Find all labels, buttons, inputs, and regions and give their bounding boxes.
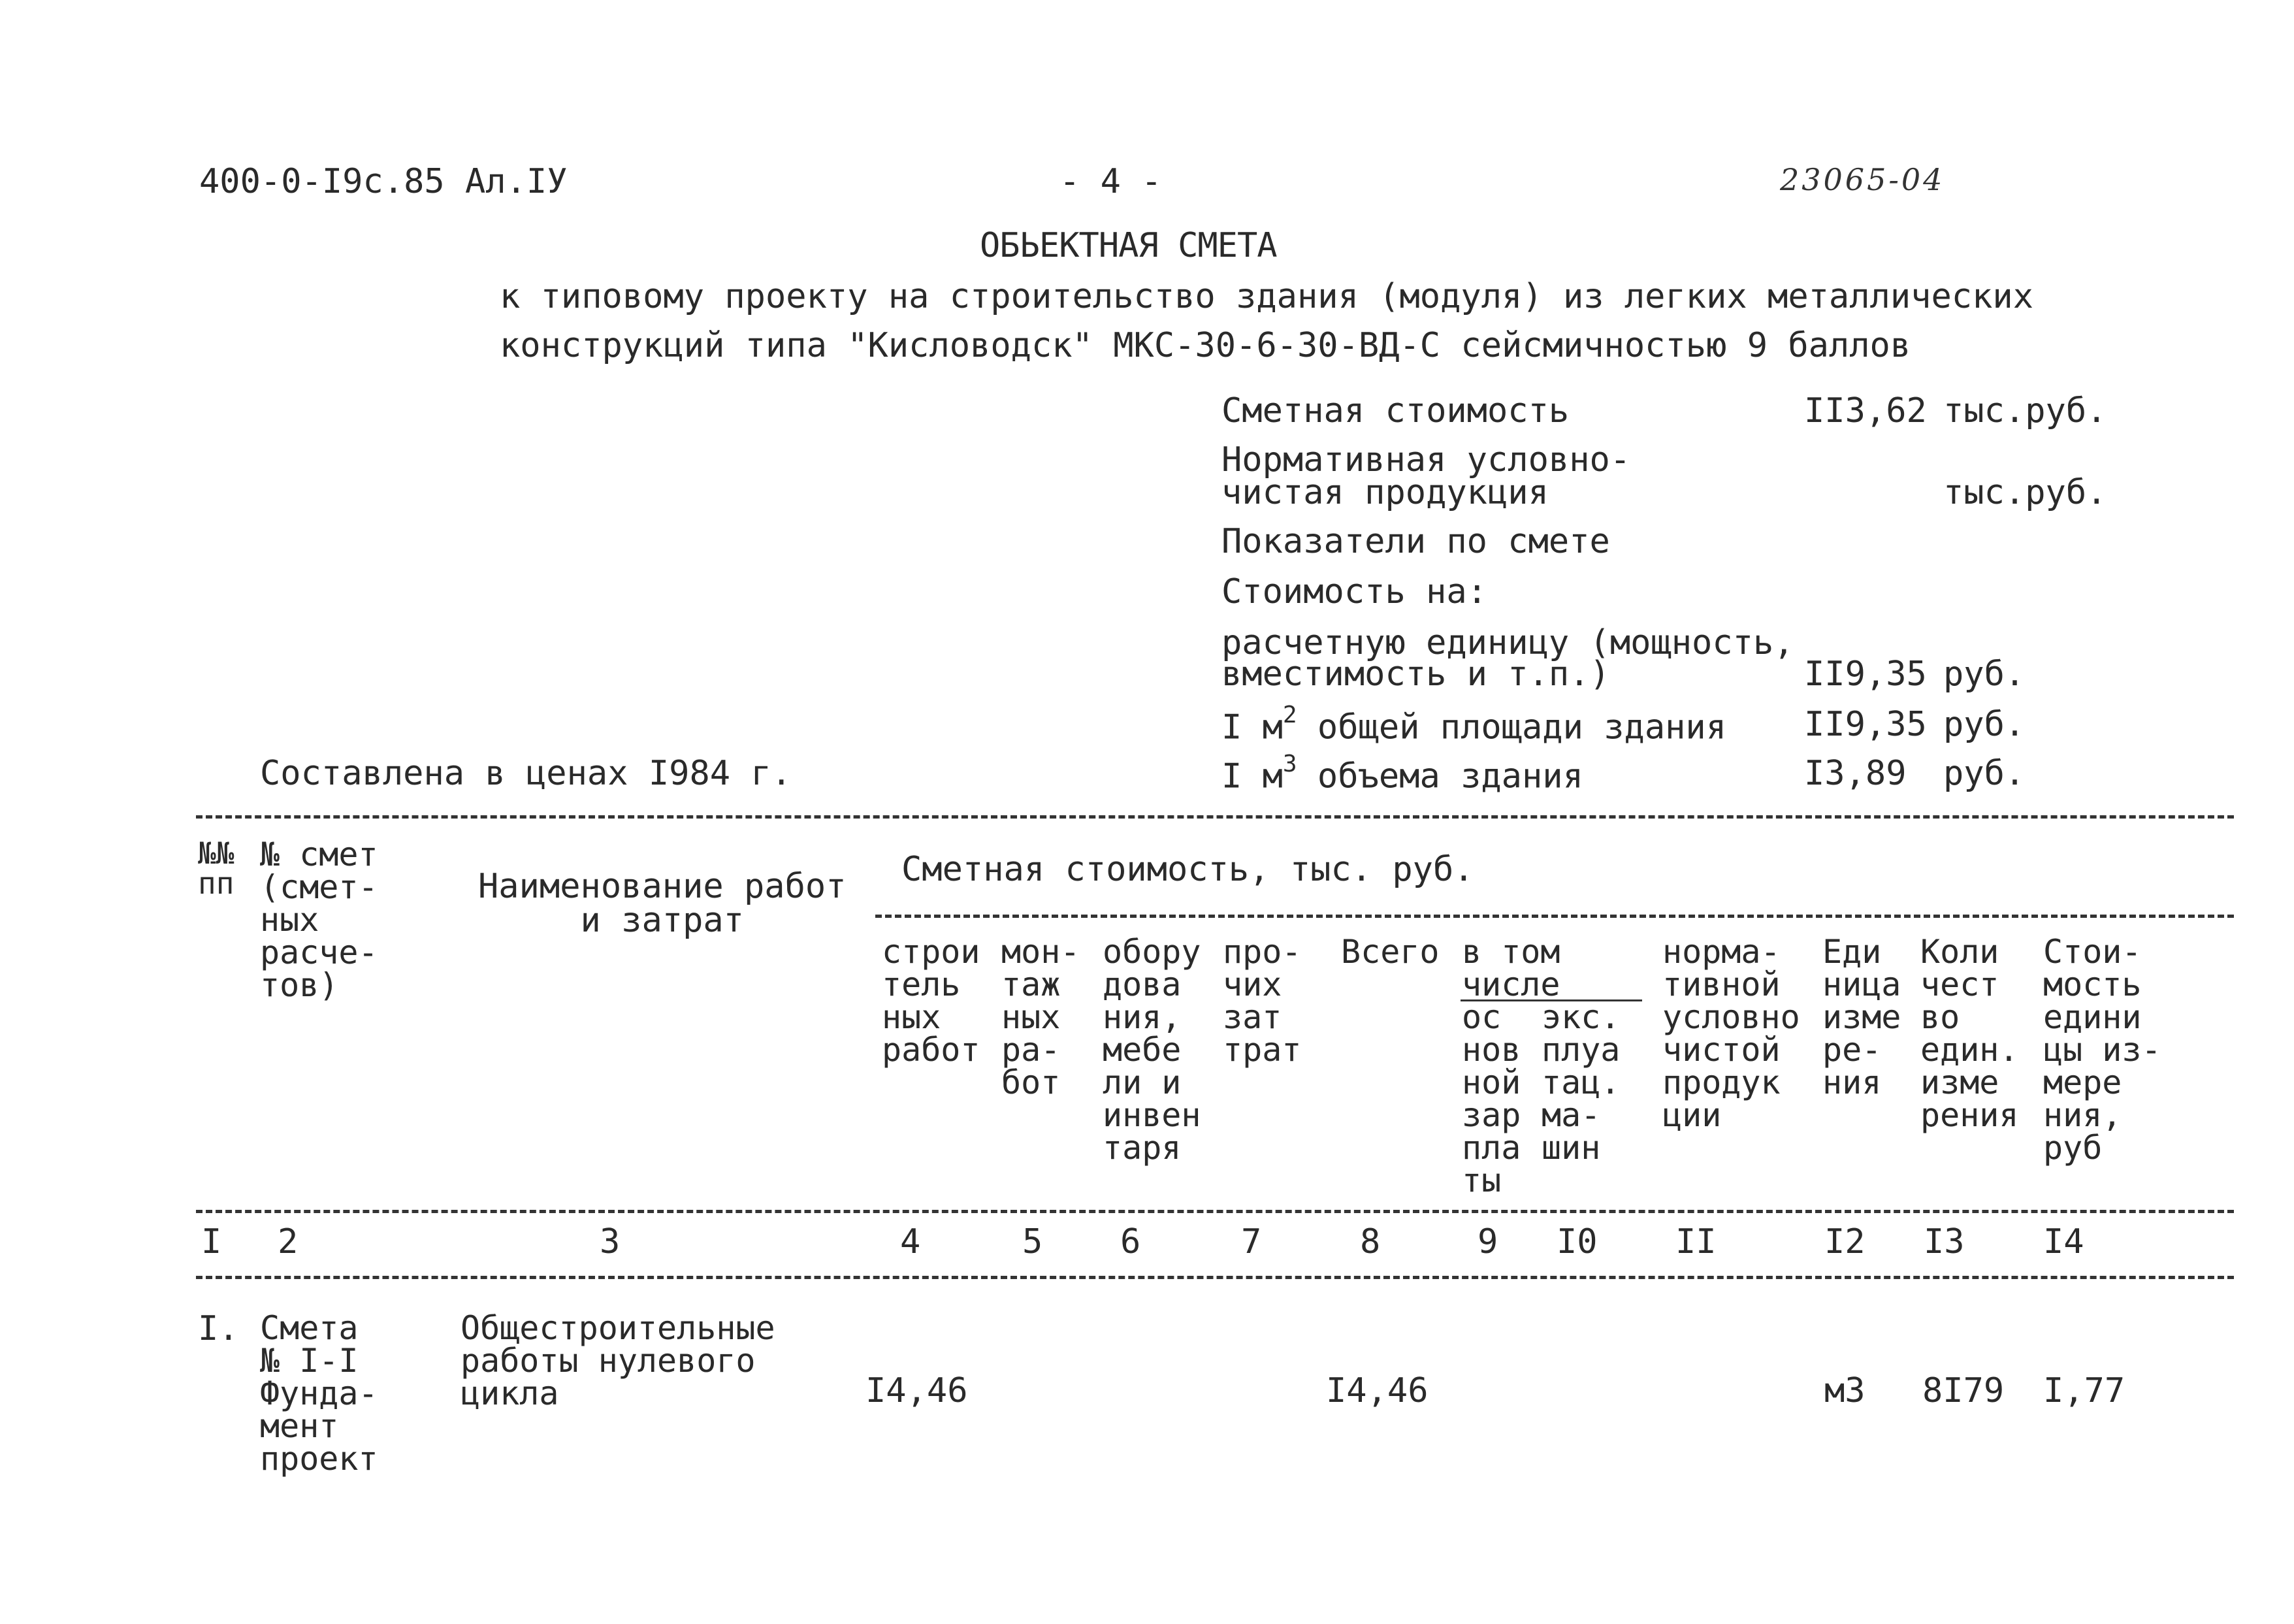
- per-m2-value: II9,35: [1804, 705, 1927, 744]
- normative-label-2: чистая продукция: [1221, 473, 1549, 512]
- column-number-8: 8: [1360, 1222, 1381, 1261]
- column-number-3: 3: [600, 1222, 621, 1261]
- column-number-5: 5: [1022, 1222, 1043, 1261]
- table-top-rule: [196, 815, 2234, 819]
- column-number-12: I2: [1824, 1222, 1866, 1261]
- per-m3-unit: руб.: [1943, 754, 2026, 793]
- prices-note: Составлена в ценах I984 г.: [260, 754, 792, 793]
- header-installation: мон- таж ных ра- бот: [1001, 933, 1080, 1101]
- superscript-2: 2: [1282, 702, 1297, 728]
- per-m3-label: I $м^3$ объема здания: [1221, 751, 1583, 796]
- document-title: ОБЬЕКТНАЯ СМЕТА: [980, 226, 1277, 265]
- header-other: про- чих зат трат: [1223, 933, 1302, 1069]
- header-construction: строи тель ных работ: [882, 933, 980, 1069]
- header-unit-cost: Стои- мость едини цы из- мере ния, руб: [2043, 933, 2161, 1167]
- normative-unit: тыс.руб.: [1943, 473, 2107, 512]
- document-code: 400-0-I9с.85 Ал.IУ: [199, 162, 568, 201]
- header-cost-group: Сметная стоимость, тыс. руб.: [901, 850, 1474, 889]
- header-work-name: Наименование работ и затрат: [478, 867, 847, 940]
- header-bottom-rule: [196, 1210, 2234, 1213]
- header-including: в том числе: [1462, 933, 1560, 1003]
- header-estimate-number: № смет (смет- ных расче- тов): [260, 836, 378, 1004]
- estimated-cost-unit: тыс.руб.: [1943, 391, 2107, 430]
- header-machine-operation: экс. плуа тац. ма- шин: [1542, 998, 1621, 1167]
- row-estimate: Смета № I-I Фунда- мент проект: [260, 1309, 378, 1478]
- column-number-11: II: [1675, 1222, 1717, 1261]
- column-number-6: 6: [1120, 1222, 1141, 1261]
- row-construction-cost: I4,46: [865, 1371, 968, 1410]
- estimated-cost-label: Сметная стоимость: [1221, 391, 1570, 430]
- column-number-10: I0: [1557, 1222, 1598, 1261]
- row-quantity: 8I79: [1922, 1371, 2005, 1410]
- normative-label-1: Нормативная условно-: [1221, 440, 1631, 479]
- calc-unit-label-1: расчетную единицу (мощность,: [1221, 623, 1794, 662]
- header-unit: Еди ница изме ре- ния: [1822, 933, 1901, 1101]
- estimated-cost-value: II3,62: [1804, 391, 1927, 430]
- header-equipment: обору дова ния, мебе ли и инвен таря: [1103, 933, 1201, 1167]
- header-normative-product: норма- тивной условно чистой продук ции: [1662, 933, 1800, 1134]
- column-number-14: I4: [2043, 1222, 2084, 1261]
- calc-unit-value: II9,35: [1804, 655, 1927, 694]
- indicators-label: Показатели по смете: [1221, 522, 1610, 561]
- per-m2-label: I $м^2$ общей площади здания: [1221, 702, 1727, 747]
- per-m3-value: I3,89: [1804, 754, 1907, 793]
- calc-unit-label-2: вместимость и т.п.): [1221, 655, 1610, 694]
- header-row-number: №№ пп: [198, 836, 234, 901]
- number-row-rule: [196, 1276, 2234, 1279]
- title-line-1: к типовому проекту на строительство здания (модуля) из легких металлических: [500, 277, 2033, 316]
- header-quantity: Коли чест во един. изме рения: [1920, 933, 2019, 1134]
- column-number-9: 9: [1478, 1222, 1498, 1261]
- row-unit-cost: I,77: [2043, 1371, 2125, 1410]
- column-number-13: I3: [1924, 1222, 1965, 1261]
- handwritten-code: 23065-04: [1780, 162, 1945, 197]
- row-total-cost: I4,46: [1326, 1371, 1429, 1410]
- cost-on-label: Стоимость на:: [1221, 572, 1487, 611]
- per-m2-unit: руб.: [1943, 705, 2026, 744]
- column-number-2: 2: [278, 1222, 299, 1261]
- column-number-1: I: [201, 1222, 222, 1261]
- page-number: - 4 -: [1059, 162, 1162, 201]
- row-work-name: Общестроительные работы нулевого цикла: [460, 1309, 775, 1412]
- header-total: Всего: [1341, 933, 1440, 971]
- row-unit: м3: [1824, 1371, 1866, 1410]
- title-line-2: конструкций типа "Кисловодск" МКС-30-6-30-ВД-С сейсмичностью 9 баллов: [500, 326, 1911, 365]
- cost-group-rule: [875, 915, 2234, 918]
- column-number-4: 4: [900, 1222, 921, 1261]
- column-number-7: 7: [1241, 1222, 1262, 1261]
- calc-unit-unit: руб.: [1943, 655, 2026, 694]
- header-base-salary: ос нов ной зар пла ты: [1462, 998, 1521, 1199]
- row-number: I.: [198, 1309, 239, 1348]
- superscript-3: 3: [1282, 751, 1297, 777]
